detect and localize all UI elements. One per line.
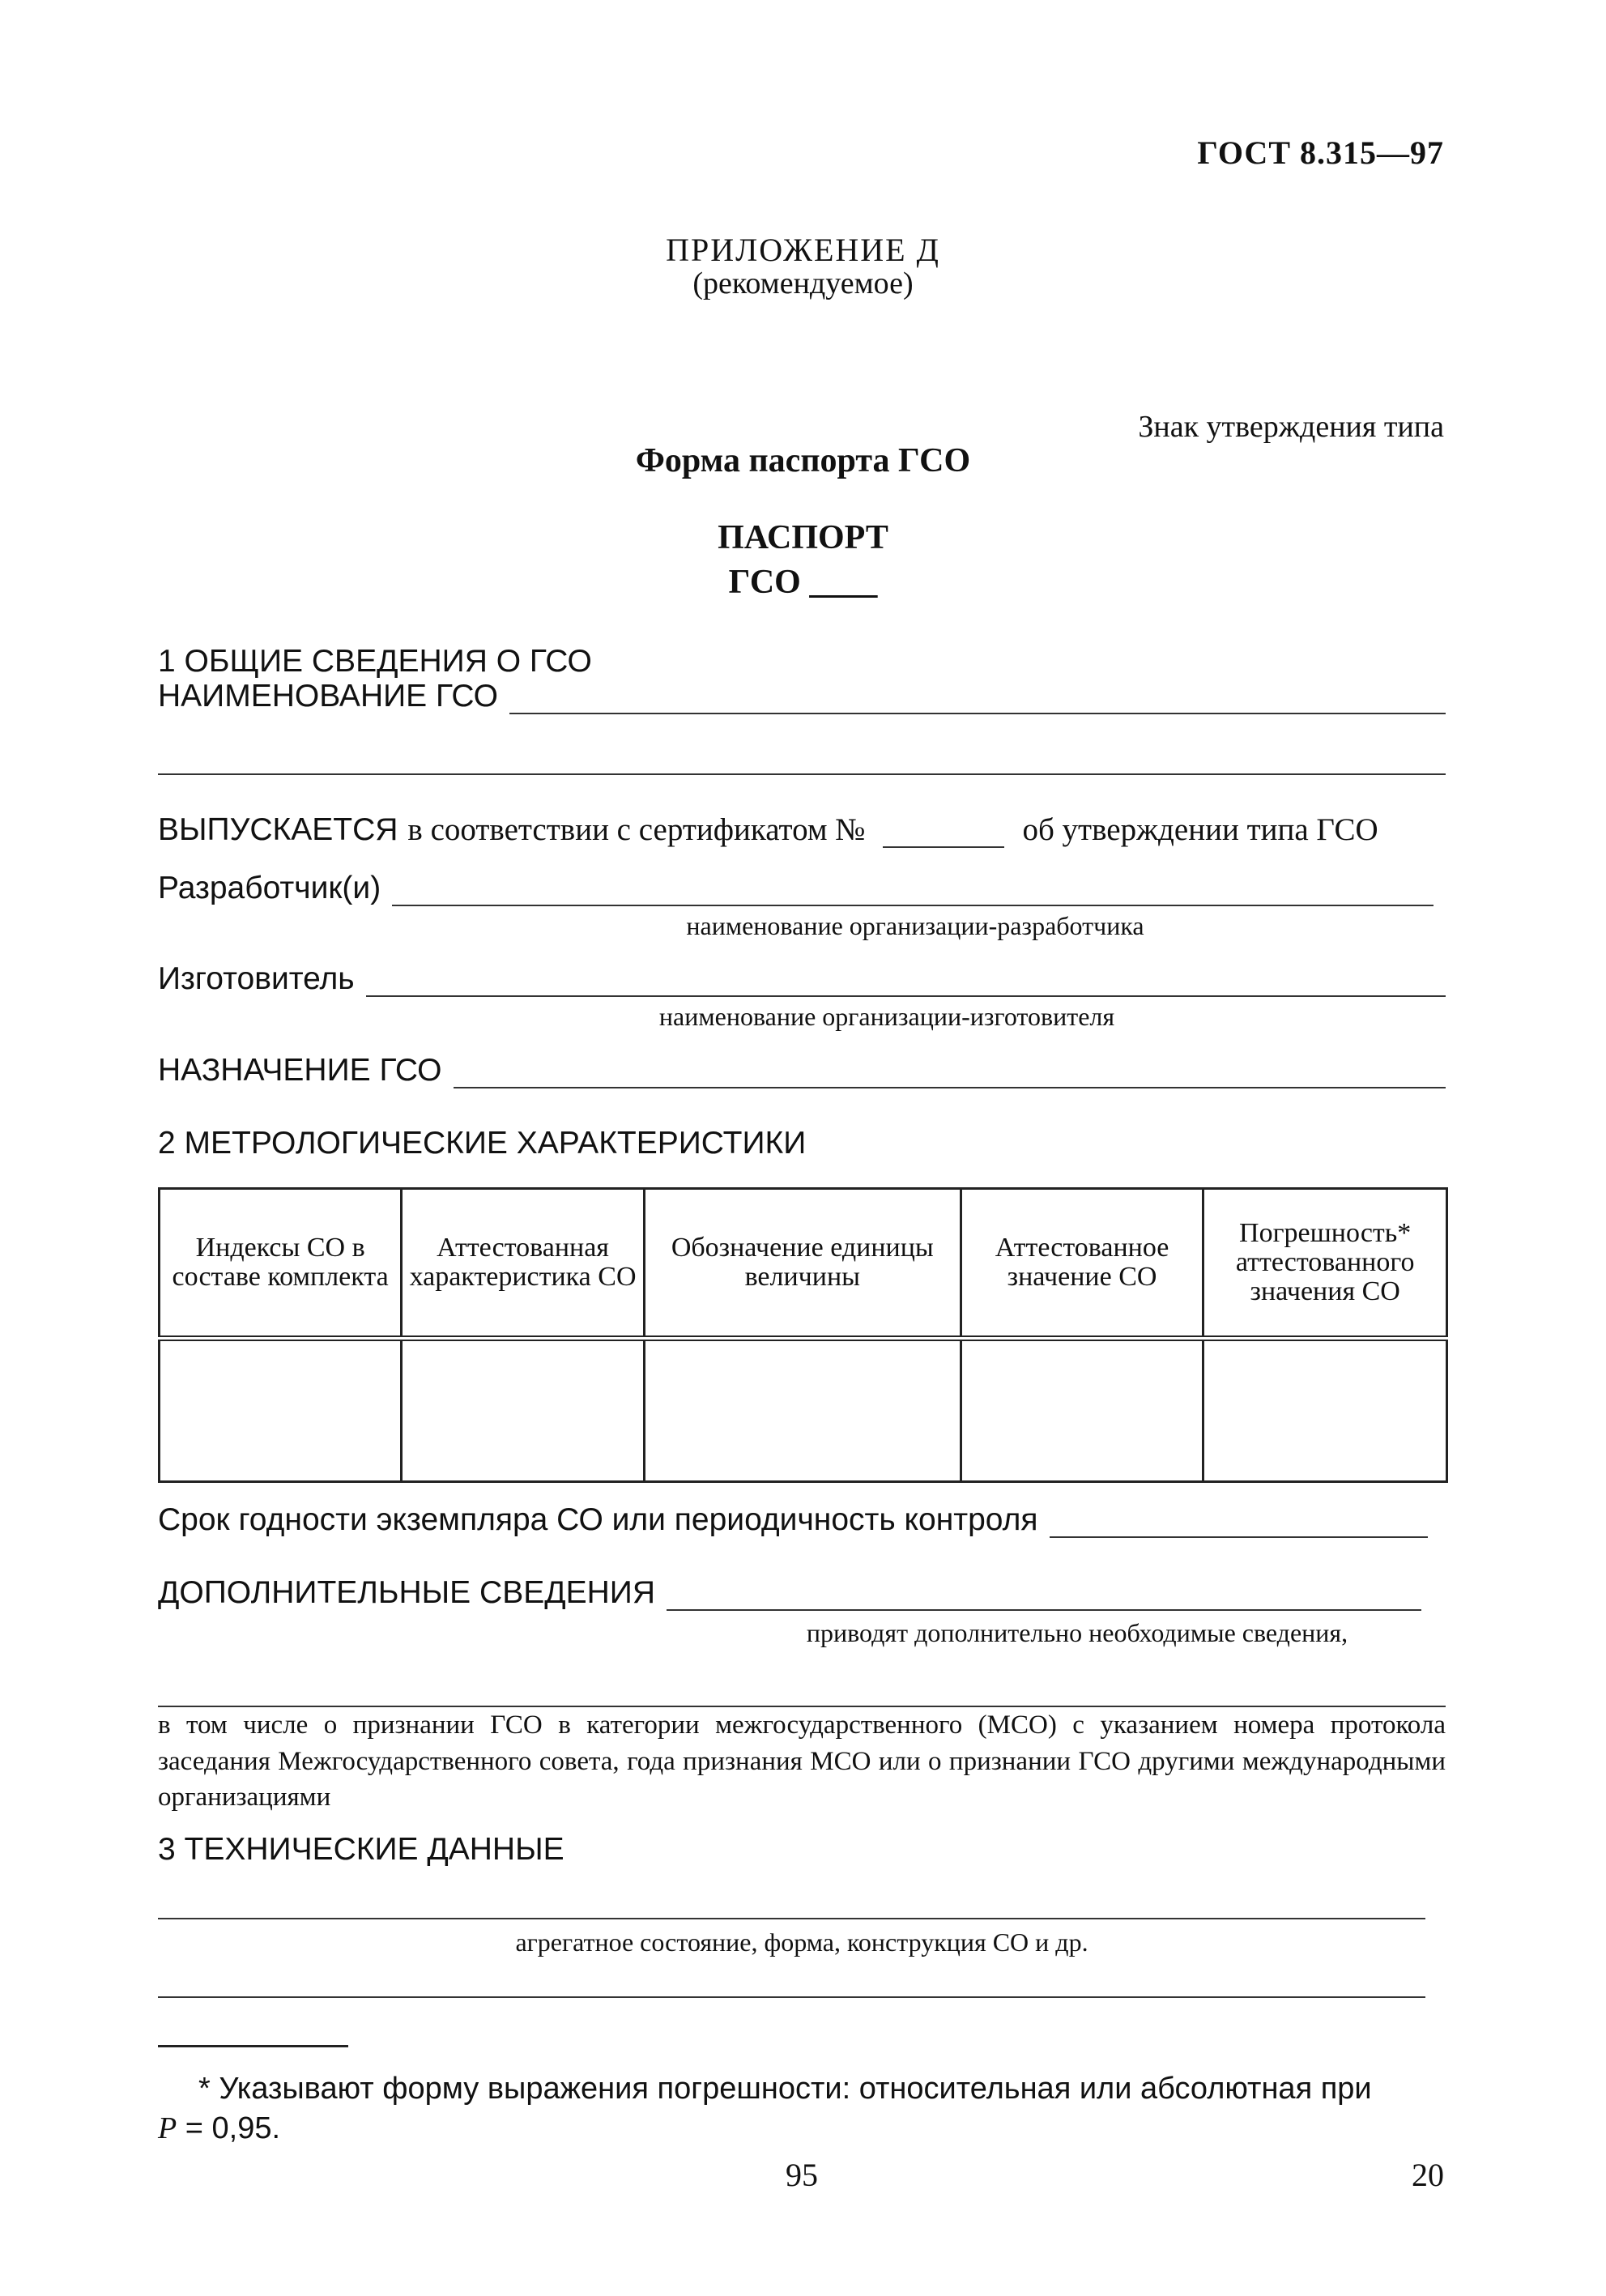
page-number-center: 95 xyxy=(786,2157,818,2193)
additional-info-label: ДОПОЛНИТЕЛЬНЫЕ СВЕДЕНИЯ xyxy=(158,1575,656,1610)
footnote-separator xyxy=(158,2045,348,2047)
developer-caption: наименование организации-разработчика xyxy=(686,911,1144,940)
section1-heading-text: 1 ОБЩИЕ СВЕДЕНИЯ О ГСО xyxy=(158,644,592,679)
shelf-life-field[interactable] xyxy=(1050,1509,1428,1538)
col-header-characteristic: Аттестованная характеристика СО xyxy=(402,1189,645,1339)
appendix-title: ПРИЛОЖЕНИЕ Д xyxy=(666,232,940,268)
table-row xyxy=(160,1339,1447,1482)
table-header-row xyxy=(160,1189,1447,1339)
technical-data-field[interactable] xyxy=(158,1918,1425,1919)
issued-suffix: об утверждении типа ГСО xyxy=(1022,812,1378,847)
col-header-indices: Индексы СО в составе комплекта xyxy=(160,1189,402,1339)
table-cell[interactable] xyxy=(644,1339,961,1482)
gso-name-field-line2[interactable] xyxy=(158,773,1446,775)
issued-text: в соответствии с сертификатом № xyxy=(407,812,866,847)
certificate-number-field[interactable] xyxy=(883,819,1004,848)
col-header-error: Погрешность* аттестованного значения СО xyxy=(1203,1189,1447,1339)
metrology-table xyxy=(158,1187,1448,1483)
gso-name-field[interactable] xyxy=(509,685,1446,714)
footnote-variable: P xyxy=(158,2111,177,2146)
manufacturer-field[interactable] xyxy=(366,968,1446,997)
manufacturer-label: Изготовитель xyxy=(158,961,355,996)
purpose-row xyxy=(158,1053,1446,1088)
table-cell[interactable] xyxy=(1203,1339,1447,1482)
section3-heading-text: 3 ТЕХНИЧЕСКИЕ ДАННЫЕ xyxy=(158,1832,564,1867)
form-title: Форма паспорта ГСО xyxy=(635,442,971,479)
table-cell[interactable] xyxy=(402,1339,645,1482)
issued-prefix: ВЫПУСКАЕТСЯ xyxy=(158,812,398,847)
technical-data-caption: агрегатное состояние, форма, конструкция СО и др. xyxy=(515,1928,1088,1957)
footnote xyxy=(158,2069,1446,2149)
section2-heading-text: 2 МЕТРОЛОГИЧЕСКИЕ ХАРАКТЕРИСТИКИ xyxy=(158,1126,807,1161)
passport-number: ГСО ____ xyxy=(728,564,878,601)
additional-info-row xyxy=(158,1575,1421,1611)
additional-info-note: в том числе о признании ГСО в категории межгосударственного (МСО) с указанием номера протокола заседания Межгосударственного совета, года признания МСО или о признании ГСО другими международными организациями xyxy=(158,1710,1446,1813)
shelf-life-row xyxy=(158,1502,1428,1538)
col-header-unit: Обозначение единицы величины xyxy=(644,1189,961,1339)
section1-heading xyxy=(158,644,1446,679)
appendix-subtitle: (рекомендуемое) xyxy=(692,266,914,300)
section2-heading xyxy=(158,1126,1446,1161)
additional-info-caption: приводят дополнительно необходимые сведения, xyxy=(806,1618,1348,1647)
page-number-right: 20 xyxy=(1412,2157,1444,2193)
table-cell[interactable] xyxy=(160,1339,402,1482)
developer-label: Разработчик(и) xyxy=(158,871,381,905)
section3-heading xyxy=(158,1832,1446,1868)
gso-name-label: НАИМЕНОВАНИЕ ГСО xyxy=(158,679,498,714)
footnote-text-line2 xyxy=(158,2109,1446,2149)
additional-info-field[interactable] xyxy=(667,1582,1421,1611)
technical-data-field-line2[interactable] xyxy=(158,1996,1425,1998)
gso-name-row xyxy=(158,679,1446,714)
type-approval-mark: Знак утверждения типа xyxy=(1138,410,1444,444)
developer-field[interactable] xyxy=(392,877,1433,906)
manufacturer-caption: наименование организации-изготовителя xyxy=(658,1002,1115,1031)
table-cell[interactable] xyxy=(961,1339,1203,1482)
purpose-field[interactable] xyxy=(454,1059,1446,1088)
developer-row xyxy=(158,871,1433,906)
shelf-life-label: Срок годности экземпляра СО или периодичность контроля xyxy=(158,1502,1038,1537)
standard-header: ГОСТ 8.315—97 xyxy=(1197,134,1444,171)
footnote-text: * Указывают форму выражения погрешности: относительная или абсолютная при xyxy=(198,2072,1372,2106)
footnote-value: = 0,95. xyxy=(177,2111,281,2146)
col-header-value: Аттестованное значение СО xyxy=(961,1189,1203,1339)
manufacturer-row xyxy=(158,961,1446,997)
purpose-label: НАЗНАЧЕНИЕ ГСО xyxy=(158,1053,442,1088)
passport-title: ПАСПОРТ xyxy=(718,519,888,556)
issued-row xyxy=(158,811,1446,848)
